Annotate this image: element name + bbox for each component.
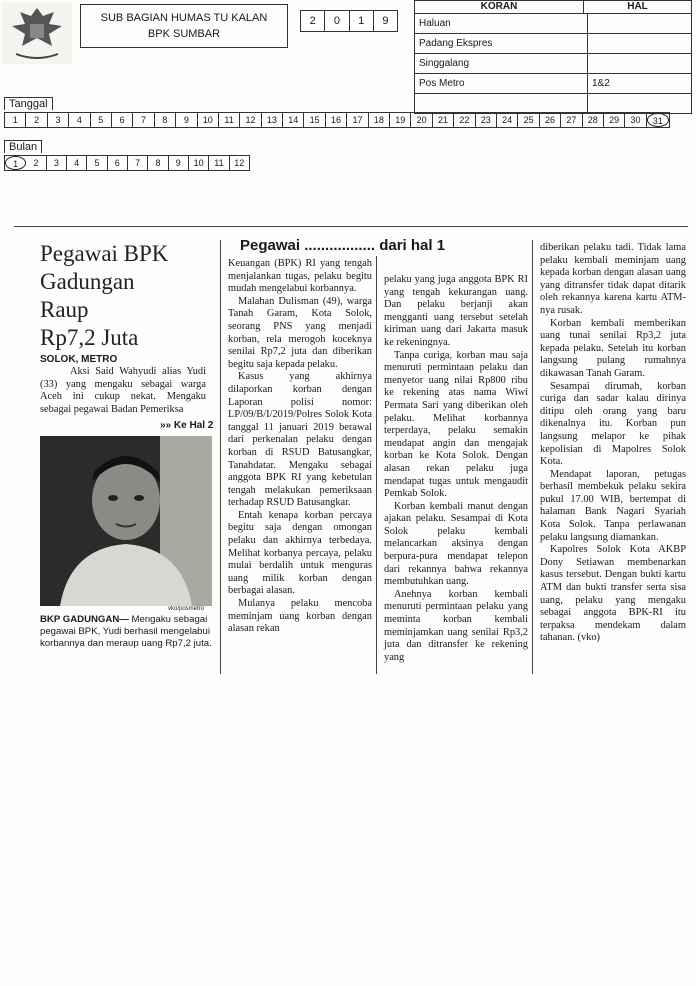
hal-column-header: HAL (627, 1, 648, 12)
caption-title: BKP GADUNGAN— (40, 614, 129, 625)
day-cell: 2 (26, 113, 47, 127)
day-cell: 20 (411, 113, 432, 127)
day-cell: 21 (433, 113, 454, 127)
paragraph: Kasus yang akhirnya dilaporkan korban dengan Laporan polisi nomor: LP/09/B/I/2019/Polres Solok Kota tanggal 11 januari 2019 berawal dari perkenalan pelaku dengan korban di RSUD Batusangkar, Tanahdatar. Mengaku sebagai anggota BPK RI yang kebetulan tengah melakukan pemeriksaan terhadap RSUD Batusangkar. (228, 371, 372, 509)
day-cell: 3 (48, 113, 69, 127)
suspect-photo (40, 436, 212, 606)
article-lead (40, 366, 206, 416)
paragraph: Korban kembali manut dengan ajakan pelaku. Sesampai di Kota Solok pelaku kembali melancarkan aksinya dengan berpura-pura mendapat telepon dari rekannya bahwa rekannya membutuhkan uang. (384, 500, 528, 588)
year-digit: 0 (325, 11, 349, 31)
table-row (415, 34, 691, 54)
day-cell: 12 (240, 113, 261, 127)
koran-header-row (415, 1, 691, 14)
day-cell: 8 (155, 113, 176, 127)
paragraph: Korban kembali memberikan uang tunai senilai Rp3,2 juta kepada pelaku. Setelah itu korban langsung pulang rumahnya dikawasan Tanah Garam. (540, 317, 686, 379)
headline-line: Rp7,2 Juta (40, 325, 139, 350)
day-cell: 13 (262, 113, 283, 127)
day-cell: 9 (176, 113, 197, 127)
day-cell: 19 (390, 113, 411, 127)
photo-credit: vko/posmetro (168, 606, 205, 612)
article-column-1 (228, 258, 372, 636)
year-digit: 9 (382, 15, 389, 27)
paragraph: Keuangan (BPK) RI yang tengah menjalankan tugas, pelaku begitu mudah mengelabui korbannya. (228, 258, 372, 295)
paragraph: Mulanya pelaku mencoba meminjam uang korban dengan alasan rekan (228, 598, 372, 635)
year-digit: 2 (301, 11, 325, 31)
lead-paragraph: Aksi Said Wahyudi alias Yudi (33) yang mengaku sebagai warga Aceh ini cukup nekat. Mengaku sebagai pegawai Badan Pemeriksa (40, 366, 206, 415)
month-cell: 10 (189, 156, 209, 170)
dateline: SOLOK, METRO (40, 354, 118, 365)
koran-column-header: KORAN (415, 1, 584, 13)
tanggal-label: Tanggal (4, 97, 53, 110)
paragraph: Kapolres Solok Kota AKBP Dony Setiawan membenarkan kasus tersebut. Dengan bukti kartu ATM dan bukti transfer serta sisa uang, pelaku yang mengaku sebagai anggota BPK-RI itu terpaksa mendekam dalam tahanan. (vko) (540, 544, 686, 644)
table-row (415, 14, 691, 34)
day-cell: 26 (540, 113, 561, 127)
month-cell: 7 (128, 156, 148, 170)
paragraph: Mendapat laporan, petugas berhasil membekuk pelaku sekira pukul 17.00 WIB, bertempat di halaman Bank Nagari Syariah Kota Solok. Tanpa perlawanan pelaku langsung diamankan. (540, 468, 686, 543)
article-column-3 (540, 242, 686, 645)
newspaper-name: Pos Metro (415, 74, 588, 93)
month-cell: 1 (5, 156, 26, 170)
person-silhouette-icon (40, 436, 212, 606)
article-column-2 (384, 274, 528, 664)
month-cell: 5 (87, 156, 107, 170)
unit-line-2: BPK SUMBAR (147, 28, 221, 40)
day-cell: 16 (326, 113, 347, 127)
paragraph: Malahan Dulisman (49), warga Tanah Garam, Kota Solok, seorang PNS yang menjadi korban, rela merogoh koceknya senilai Rp7,2 juta dan diberikan begitu saja kepada pelaku. (228, 295, 372, 370)
day-cell: 7 (133, 113, 154, 127)
column-divider (220, 240, 221, 674)
jump-link: »» Ke Hal 2 (160, 420, 214, 431)
year-digit: 1 (350, 11, 374, 31)
day-cell: 29 (604, 113, 625, 127)
year-box (300, 10, 398, 32)
day-cell: 31 (647, 113, 669, 127)
newspaper-name: Padang Ekspres (415, 34, 588, 53)
unit-line-1: SUB BAGIAN HUMAS TU KALAN (100, 12, 268, 24)
day-cell: 4 (69, 113, 90, 127)
koran-table (414, 0, 692, 114)
day-cell: 17 (347, 113, 368, 127)
page-number (588, 94, 691, 113)
clipping-edge (14, 226, 688, 227)
page-number: 1&2 (592, 78, 610, 89)
table-row (415, 94, 691, 113)
month-cell: 6 (108, 156, 128, 170)
photo-caption (40, 614, 216, 650)
month-cell: 2 (26, 156, 46, 170)
month-cell: 8 (148, 156, 168, 170)
bulan-scale (4, 155, 250, 171)
day-cell: 22 (454, 113, 475, 127)
day-cell: 1 (5, 113, 26, 127)
day-cell: 30 (625, 113, 646, 127)
paragraph: Entah kenapa korban percaya begitu saja dengan omongan pelaku dan akhirnya terbedaya. Melihat korbanya percaya, pelaku mulai berdalih untuk menguras uang milik korban dengan berbagai alasan. (228, 509, 372, 597)
tanggal-scale (4, 112, 670, 128)
column-divider (532, 240, 533, 674)
page-number (588, 54, 691, 73)
day-cell: 15 (304, 113, 325, 127)
continuation-header: Pegawai ................. dari hal 1 (240, 237, 446, 254)
bulan-label: Bulan (4, 140, 42, 153)
day-cell: 14 (283, 113, 304, 127)
paragraph: pelaku yang juga anggota BPK RI yang tengah kekurangan uang. Dan pelaku berjanji akan mengganti uang tersebut setelah kiriman uang dari Jakarta masuk ke rekeningnya. (384, 274, 528, 348)
month-cell: 9 (169, 156, 189, 170)
paragraph: Sesampai dirumah, korban curiga dan sadar kalau dirinya ditipu oleh orang yang baru dikenalnya itu. Korban pun langsung melapor ke pihak kepolisian di Mapolres Solok Kota. (540, 380, 686, 468)
headline-line: Gadungan (40, 269, 135, 294)
day-cell: 25 (518, 113, 539, 127)
month-cell: 3 (47, 156, 67, 170)
month-cell: 12 (234, 158, 245, 168)
month-cell: 4 (67, 156, 87, 170)
table-row (415, 54, 691, 74)
headline-line: Pegawai BPK (40, 241, 169, 266)
newspaper-name: Singgalang (415, 54, 588, 73)
day-cell: 11 (219, 113, 240, 127)
day-cell: 28 (583, 113, 604, 127)
page-number (588, 14, 691, 33)
paragraph: Anehnya korban kembali menuruti permintaan pelaku yang meminta korban kembali meminjamkan uang senilai Rp3,2 juta dan ditransfer ke rekening yang (384, 588, 528, 663)
newspaper-name (415, 94, 588, 113)
day-cell: 10 (198, 113, 219, 127)
day-cell: 18 (369, 113, 390, 127)
article-headline (40, 240, 210, 352)
column-divider (376, 256, 377, 674)
paragraph: diberikan pelaku tadi. Tidak lama pelaku kembali meminjam uang kepada korban dengan alasan uang yang ditransfer tidak dapat ditarik oleh rekannya karena kartu ATM-nya rusak. (540, 242, 686, 316)
garuda-emblem-icon (2, 2, 72, 64)
day-cell: 23 (476, 113, 497, 127)
month-cell: 11 (209, 156, 229, 170)
newspaper-name: Haluan (415, 14, 588, 33)
day-cell: 27 (561, 113, 582, 127)
day-cell: 5 (91, 113, 112, 127)
paragraph: Tanpa curiga, korban mau saja menuruti permintaan pelaku dan menyetor uang nilai Rp800 ribu ke rekening atas nama Wiwi Permata Sari yang diberikan oleh pelaku. Melihat korbannya terperdaya, pelaku semakin mendapat angin dan mengajak korban ke Kota Solok. Dengan alasan rekan pelaku juga mendapat tugas untuk mengaudit Pemkab Solok. (384, 349, 528, 500)
day-cell: 24 (497, 113, 518, 127)
table-row (415, 74, 691, 94)
headline-line: Raup (40, 297, 89, 322)
day-cell: 6 (112, 113, 133, 127)
caption-text: Mengaku sebagai pegawai BPK, Yudi berhasil mengelabui korbannya dan meraup uang Rp7,2 juta. (40, 614, 212, 649)
page-number (588, 34, 691, 53)
unit-label-box (80, 4, 288, 48)
